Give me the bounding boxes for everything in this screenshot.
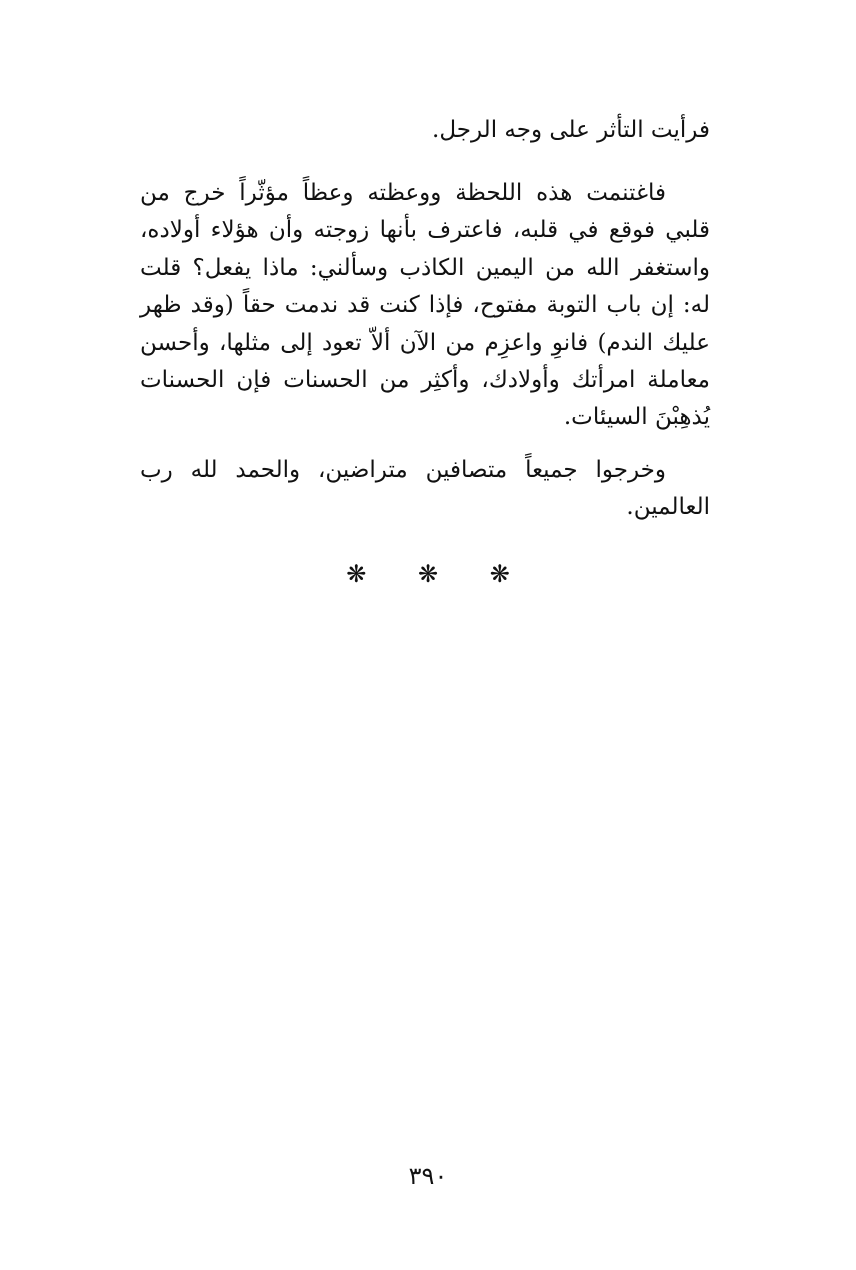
separator-star-icon: ❋ (346, 560, 389, 588)
paragraph-3-text: وخرجوا جميعاً متصافين متراضين، والحمد لله رب العالمين. (140, 457, 710, 521)
paragraph-1 (140, 112, 710, 149)
page-number: ٣٩٠ (408, 1162, 448, 1190)
paragraph-3 (140, 452, 710, 527)
paragraph-2 (140, 175, 710, 437)
paragraph-1-text: فرأيت التأثر على وجه الرجل. (432, 117, 710, 143)
paragraph-2-text: فاغتنمت هذه اللحظة ووعظته وعظاً مؤثّراً خرج من قلبي فوقع في قلبه، فاعترف بأنها زوجته وأن هؤلاء أولاده، واستغفر الله من اليمين الكاذب وسألني: ماذا يفعل؟ قلت له: إن باب التوبة مفتوح، فإذا كنت قد ندمت حقاً (وقد ظهر عليك الندم) فانوِ واعزِم من الآن ألاّ تعود إلى مثلها، وأحسن معاملة امرأتك وأولادك، وأكثِر من الحسنات فإن الحسنات يُذهِبْنَ السيئات. (140, 180, 710, 431)
separator-star-icon: ❋ (489, 560, 532, 588)
separator-star-icon: ❋ (417, 560, 461, 588)
section-separator (0, 560, 856, 588)
